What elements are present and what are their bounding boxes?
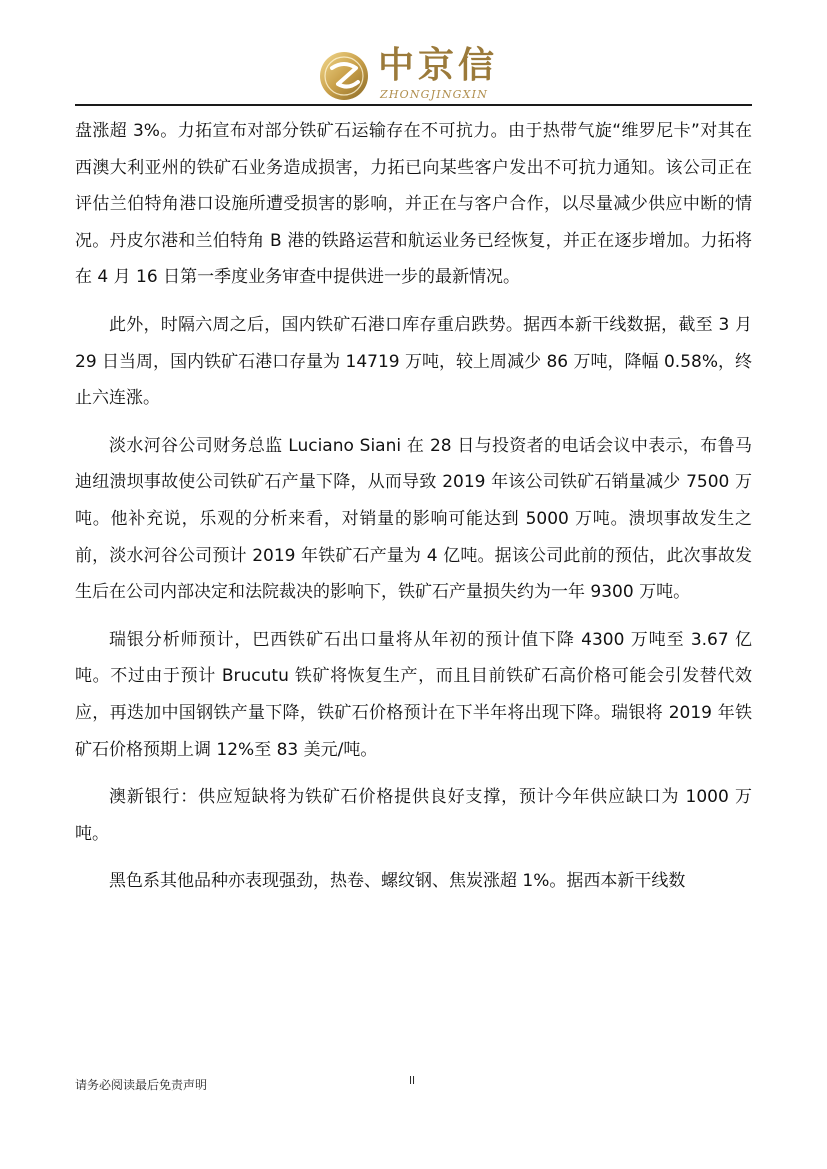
company-logo-icon bbox=[318, 50, 370, 102]
paragraph-ubs: 瑞银分析师预计，巴西铁矿石出口量将从年初的预计值下降 4300 万吨至 3.67 亿吨。不过由于预计 Brucutu 铁矿将恢复生产，而且目前铁矿石高价格可能会引发替代效应，再迭加中国钢铁产量下降，铁矿石价格预计在下半年将出现下降。瑞银将 2019 年铁矿石价格预期上调 12%至 83 美元/吨。 bbox=[75, 629, 752, 760]
paragraph-vale: 淡水河谷公司财务总监 Luciano Siani 在 28 日与投资者的电话会议中表示，布鲁马迪纽溃坝事故使公司铁矿石产量下降，从而导致 2019 年该公司铁矿石销量减少 7500 万吨。他补充说，乐观的分析来看，对销量的影响可能达到 5000 万吨。溃坝事故发生之前，淡水河谷公司预计 2019 年铁矿石产量为 4 亿吨。据该公司此前的预估，此次事故发生后在公司内部决定和法院裁决的影响下，铁矿石产量损失约为一年 9300 万吨。 bbox=[75, 435, 752, 603]
paragraph-black-series: 黑色系其他品种亦表现强劲，热卷、螺纹钢、焦炭涨超 1%。据西本新干线数 bbox=[109, 871, 686, 892]
page-number: ll bbox=[409, 1074, 416, 1087]
page-header bbox=[0, 0, 827, 108]
paragraph-anz: 澳新银行：供应短缺将为铁矿石价格提供良好支撑，预计今年供应缺口为 1000 万吨。 bbox=[75, 787, 752, 844]
paragraph-rio-tinto: 盘涨超 3%。力拓宣布对部分铁矿石运输存在不可抗力。由于热带气旋“维罗尼卡”对其在西澳大利亚州的铁矿石业务造成损害，力拓已向某些客户发出不可抗力通知。该公司正在评估兰伯特角港口设施所遭受损害的影响，并正在与客户合作，以尽量减少供应中断的情况。丹皮尔港和兰伯特角 B 港的铁路运营和航运业务已经恢复，并正在逐步增加。力拓将在 4 月 16 日第一季度业务审查中提供进一步的最新情况。 bbox=[75, 121, 752, 288]
brand-name-cn: 中京信 bbox=[378, 45, 499, 86]
document-body bbox=[75, 113, 752, 911]
paragraph-port-inventory: 此外，时隔六周之后，国内铁矿石港口库存重启跌势。据西本新干线数据，截至 3 月 29 日当周，国内铁矿石港口存量为 14719 万吨，较上周减少 86 万吨，降幅 0.58%，终止六连涨。 bbox=[75, 314, 752, 409]
header-divider bbox=[75, 104, 752, 106]
footer-disclaimer: 请务必阅读最后免责声明 bbox=[75, 1078, 208, 1092]
brand-name-en: ZHONGJINGXIN bbox=[380, 88, 489, 101]
